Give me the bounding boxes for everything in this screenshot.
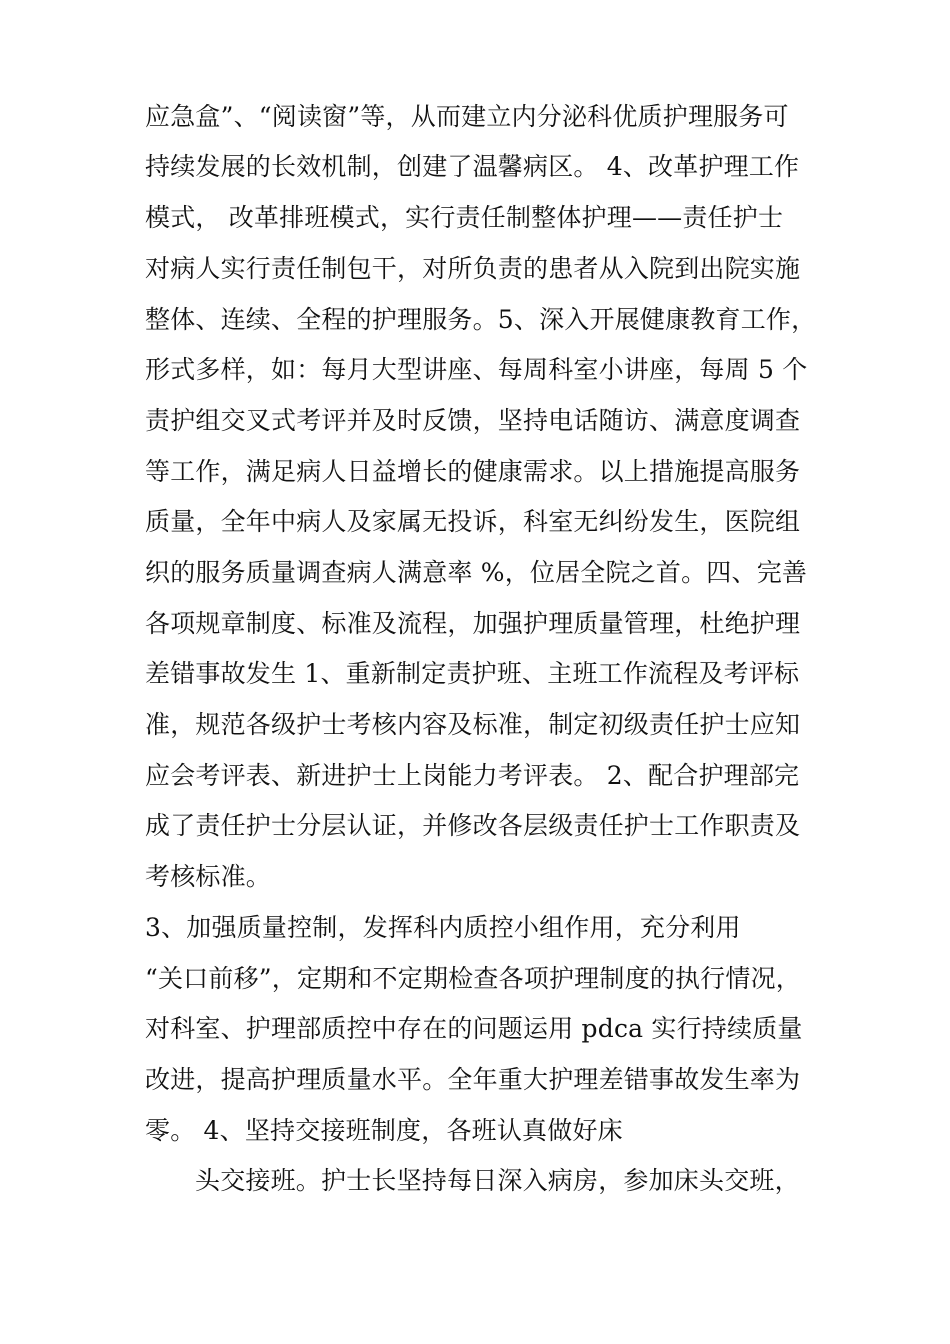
text-line: 应急盒”、“阅读窗”等，从而建立内分泌科优质护理服务可 <box>145 102 789 131</box>
text-line: 对科室、护理部质控中存在的问题运用 pdca 实行持续质量 <box>145 1014 803 1043</box>
text-line: 改进，提高护理质量水平。全年重大护理差错事故发生率为 <box>145 1065 801 1094</box>
text-line: 应会考评表、新进护士上岗能力考评表。 2、配合护理部完 <box>145 761 800 790</box>
text-line: 各项规章制度、标准及流程，加强护理质量管理，杜绝护理 <box>145 609 801 638</box>
paragraph-start-line: 头交接班。护士长坚持每日深入病房，参加床头交班， <box>195 1166 800 1195</box>
text-line: 零。 4、坚持交接班制度，各班认真做好床 <box>145 1116 623 1145</box>
text-line: 模式， 改革排班模式，实行责任制整体护理——责任护士 <box>145 203 784 232</box>
text-line: 差错事故发生 1、重新制定责护班、主班工作流程及考评标 <box>145 659 800 688</box>
text-line: 形式多样，如：每月大型讲座、每周科室小讲座，每周 5 个 <box>145 355 808 384</box>
text-line: 等工作，满足病人日益增长的健康需求。以上措施提高服务 <box>145 457 801 486</box>
text-line: 责护组交叉式考评并及时反馈，坚持电话随访、满意度调查 <box>145 406 801 435</box>
text-line: 织的服务质量调查病人满意率 %，位居全院之首。四、完善 <box>145 558 808 587</box>
text-line: 考核标准。 <box>145 862 272 891</box>
text-line: 准，规范各级护士考核内容及标准，制定初级责任护士应知 <box>145 710 801 739</box>
text-line: 持续发展的长效机制，创建了温馨病区。 4、改革护理工作 <box>145 152 800 181</box>
text-line: 质量，全年中病人及家属无投诉，科室无纠纷发生，医院组 <box>145 507 801 536</box>
text-line: 对病人实行责任制包干，对所负责的患者从入院到出院实施 <box>145 254 801 283</box>
text-line: 整体、连续、全程的护理服务。5、深入开展健康教育工作， <box>145 305 817 334</box>
paragraph-start-line: 3、加强质量控制，发挥科内质控小组作用，充分利用 <box>145 913 741 942</box>
text-line: 成了责任护士分层认证，并修改各层级责任护士工作职责及 <box>145 811 801 840</box>
text-line: “关口前移”，定期和不定期检查各项护理制度的执行情况， <box>145 964 801 993</box>
